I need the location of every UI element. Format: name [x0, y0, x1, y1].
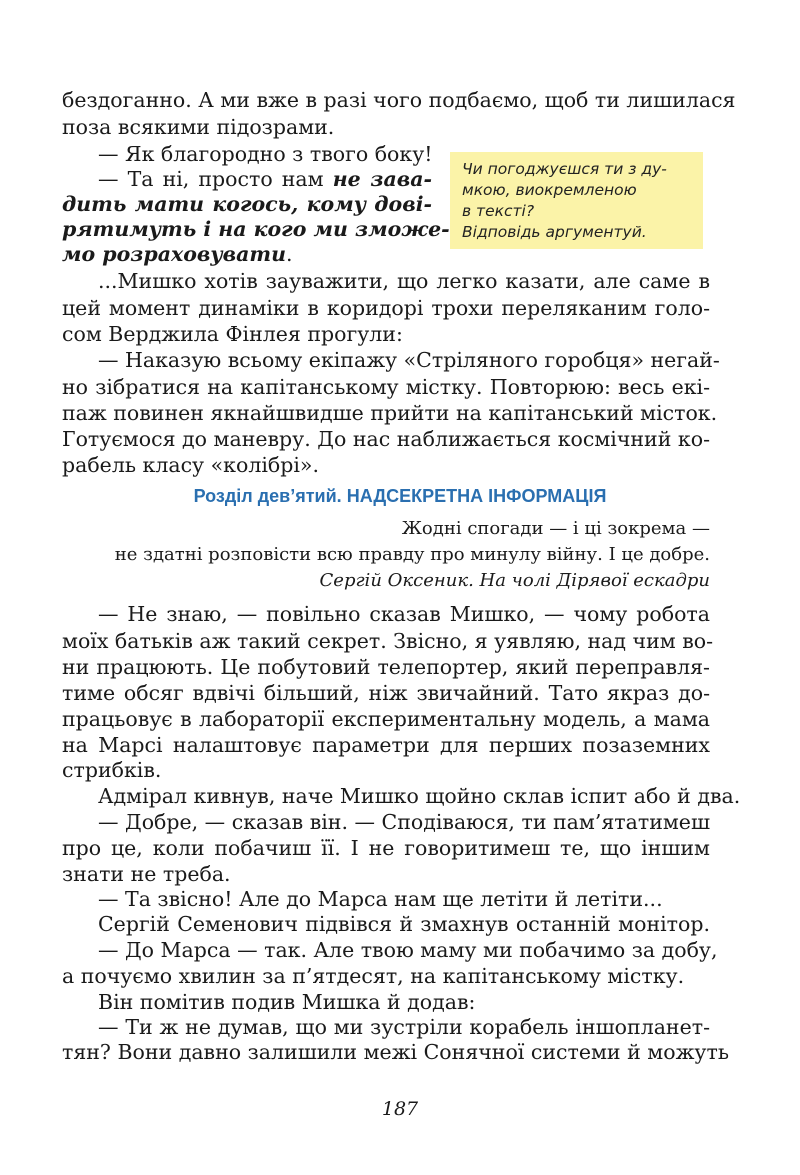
text-line: — Добре, — сказав він. — Сподіваюся, ти пам’ятатимеш — [98, 810, 710, 834]
text-line: ...Мишко хотів зауважити, що легко казати, але саме в — [98, 269, 710, 293]
text-line: тиме обсяг вдвічі більший, ніж звичайний. Тато якраз до- — [62, 681, 710, 705]
text-line: поза всякими підозрами. — [62, 115, 335, 139]
text-line: моїх батьків аж такий секрет. Звісно, я уявляю, над чим во- — [62, 629, 714, 653]
text-line: а почуємо хвилин за п’ятдесят, на капітанському містку. — [62, 964, 685, 988]
text-line: — Як благородно з твого боку! — [98, 142, 433, 166]
epigraph-author: Сергій Оксеник. На чолі Дірявої ескадри — [319, 570, 710, 591]
text-line: но зібратися на капітанському містку. Повторюю: весь екі- — [62, 375, 710, 399]
text-line: сом Верджила Фінлея прогули: — [62, 322, 403, 346]
text-line: бездоганно. А ми вже в разі чого подбаємо, щоб ти лишилася — [62, 88, 736, 112]
text-line: Адмірал кивнув, наче Мишко щойно склав іспит або й два. — [98, 784, 741, 808]
note-line: мкою, виокремленою — [462, 181, 637, 199]
text-line: — Та ні, просто нам не зава- — [98, 167, 432, 191]
text-line: рятимуть і на кого ми зможе- — [62, 217, 450, 241]
text-line: працьовує в лабораторії експериментальну модель, а мама — [62, 707, 710, 731]
text-line: Готуємося до маневру. До нас наближається космічний ко- — [62, 427, 710, 451]
note-line: Відповідь аргументуй. — [462, 223, 647, 241]
text-line: — Та звісно! Але до Марса нам ще летіти й летіти... — [98, 887, 663, 911]
text-line: паж повинен якнайшвидше прийти на капітанський місток. — [62, 401, 718, 425]
epigraph-line: Жодні спогади — і ці зокрема — — [401, 518, 710, 539]
text-line: — Наказую всьому екіпажу «Стріляного горобця» негай- — [98, 348, 720, 372]
text-line: стрибків. — [62, 758, 162, 782]
text-line: на Марсі налаштовує параметри для перших позаземних — [62, 733, 710, 757]
epigraph-line: не здатні розповісти всю правду про минулу війну. І це добре. — [114, 544, 710, 565]
page-number: 187 — [381, 1098, 419, 1120]
text-line: Сергій Семенович підвівся й змахнув останній монітор. — [98, 912, 710, 936]
text-line: дить мати когось, кому дові- — [62, 192, 432, 216]
text-line: про це, коли побачиш її. І не говоритимеш те, що іншим — [62, 836, 710, 860]
text-line: Він помітив подив Мишка й додав: — [98, 990, 476, 1014]
text-line: цей момент динаміки в коридорі трохи переляканим голо- — [62, 296, 710, 320]
note-line: в тексті? — [462, 202, 535, 220]
note-line: Чи погоджуєшся ти з ду- — [462, 160, 667, 178]
text-line: рабель класу «колібрі». — [62, 453, 319, 477]
text-line: — Ти ж не думав, що ми зустріли корабель іншопланет- — [98, 1015, 710, 1039]
text-line: тян? Вони давно залишили межі Сонячної системи й можуть — [62, 1040, 729, 1064]
text-line: — До Марса — так. Але твою маму ми побачимо за добу, — [98, 938, 718, 962]
question-note-box — [450, 152, 703, 249]
text-line: мо розраховувати. — [62, 242, 293, 266]
text-line: знати не треба. — [62, 862, 231, 886]
text-line: ни працюють. Це побутовий телепортер, який переправля- — [62, 655, 710, 679]
text-line: — Не знаю, — повільно сказав Мишко, — чому робота — [98, 602, 710, 626]
chapter-title: Розділ дев’ятий. НАДСЕКРЕТНА ІНФОРМАЦІЯ — [193, 486, 607, 506]
